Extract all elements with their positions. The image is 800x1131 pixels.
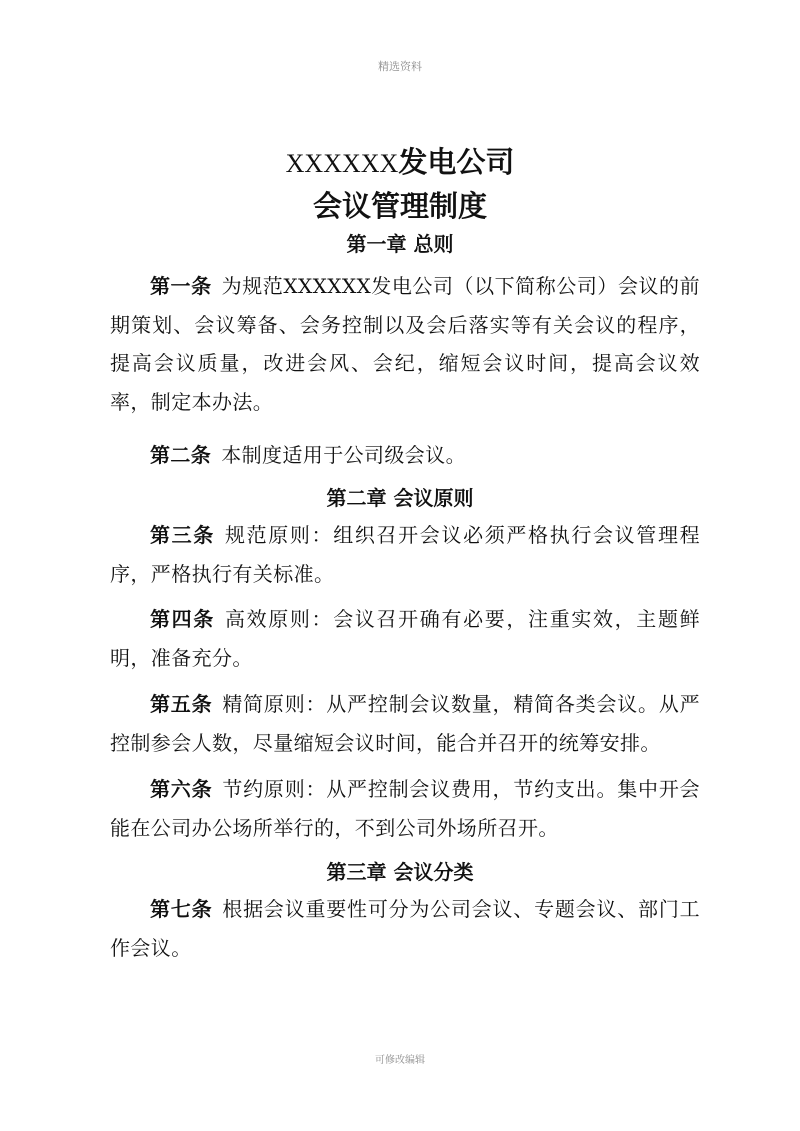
article-text: 高效原则：会议召开确有必要，注重实效，主题鲜明，准备充分。 — [110, 607, 700, 670]
chapter-heading-1: 第一章 总则 — [346, 232, 454, 256]
article-text: 节约原则：从严控制会议费用，节约支出。集中开会能在公司办公场所举行的，不到公司外场所召开。 — [110, 777, 701, 840]
page-footer-note: 可修改编辑 — [375, 1055, 425, 1066]
article-label: 第一条 — [150, 274, 212, 298]
article-text: 精简原则：从严控制会议数量，精简各类会议。从严控制参会人数，尽量缩短会议时间，能合并召开的统筹安排。 — [110, 692, 701, 755]
chapter-heading-2: 第二章 会议原则 — [326, 486, 474, 510]
article-6 — [110, 770, 700, 847]
article-4 — [110, 600, 700, 677]
article-2 — [110, 436, 700, 475]
article-label: 第七条 — [150, 897, 213, 921]
article-text: 根据会议重要性可分为公司会议、专题会议、部门工作会议。 — [110, 897, 701, 960]
article-label: 第三条 — [150, 523, 215, 547]
article-label: 第二条 — [150, 443, 212, 467]
article-1 — [110, 267, 700, 421]
document-subtitle: 会议管理制度 — [312, 189, 487, 223]
article-text: 为规范XXXXXX发电公司（以下简称公司）会议的前期策划、会议筹备、会务控制以及会后落实等有关会议的程序，提高会议质量，改进会风、会纪，缩短会议时间，提高会议效率，制定本办法。 — [110, 274, 701, 414]
article-label: 第四条 — [150, 607, 215, 631]
article-5 — [110, 685, 700, 762]
article-label: 第六条 — [150, 777, 213, 801]
page-header-note: 精选资料 — [378, 60, 422, 73]
article-text: 规范原则：组织召开会议必须严格执行会议管理程序，严格执行有关标准。 — [110, 523, 700, 586]
company-name: 发电公司 — [398, 145, 515, 179]
company-prefix: XXXXXX — [285, 149, 399, 178]
article-7 — [110, 890, 700, 967]
article-3 — [110, 516, 700, 593]
chapter-heading-3: 第三章 会议分类 — [326, 860, 474, 884]
document-title — [0, 142, 800, 184]
article-text: 本制度适用于公司级会议。 — [221, 443, 467, 467]
article-label: 第五条 — [150, 692, 213, 716]
